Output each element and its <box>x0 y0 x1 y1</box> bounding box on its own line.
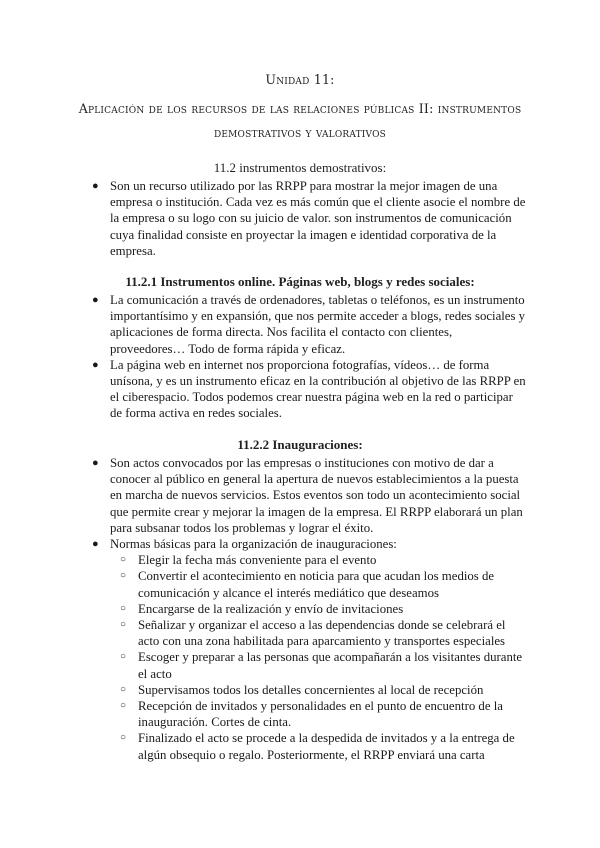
list-item: ● Son actos convocados por las empresas o instituciones con motivo de dar a conocer al público en general la apertura de nuevos establecimientos a la puesta en marcha de nuevos servicios. Estos eventos son todo un acontecimiento social que permite crear y mejorar la imagen de la empresa. El RRPP elaborará un plan para subsanar todos los problemas y lograr el éxito. <box>92 456 523 535</box>
list-item: ● Son un recurso utilizado por las RRPP para mostrar la mejor imagen de una empresa o institución. Cada vez es más común que el cliente asocie el nombre de la empresa o su logo con su juicio de valor. son instrumentos de comunicación cuya finalidad consiste en proyectar la imagen e identidad corporativa de la empresa. <box>92 179 526 258</box>
list-item: ● Normas básicas para la organización de inauguraciones: ○ Elegir la fecha más conveniente para el evento ○ Convertir el acontecimiento en noticia para que acudan los medios de comunicación y alcance el interés mediático que deseamos ○ Encargarse de la realización y envío de invitaciones ○ Señalizar y organizar el acceso a las dependencias donde se celebrará el acto con una zona habilitada para aparcamiento y transportes especiales ○ Escoger y preparar a las personas que acompañarán a los visitantes durante el acto ○ Supervisamos todos los detalles concernientes al local de recepción ○ Recepción de invitados y personalidades en el punto de encuentro de la inauguración. Cortes de cinta. ○ Finalizado el acto se procede a la despedida de invitados y a la entrega de algún obsequio o regalo. Posteriormente, el RRPP enviará una carta <box>110 536 528 763</box>
circle-bullet-icon: ○ <box>120 554 127 566</box>
list-item: ● La página web en internet nos proporciona fotografías, vídeos… de forma unísona, y es un instrumento eficaz en la contribución al objetivo de las RRPP en el ciberespacio. Todos podemos crear nuestra página web en la red o participar de forma activa en redes sociales. <box>92 357 526 421</box>
section-heading-online: 11.2.1 Instrumentos online. Páginas web, blogs y redes sociales: <box>125 274 475 289</box>
circle-bullet-icon: ○ <box>120 683 127 695</box>
section2-list <box>88 292 528 422</box>
list-item: ● La comunicación a través de ordenadores, tabletas o teléfonos, es un instrumento importantísimo y en expansión, que nos permite acceder a blogs, redes sociales y aplicaciones de forma directa. Nos facilita el contacto con clientes, proveedores… Todo de forma rápida y eficaz. <box>92 293 526 356</box>
bullet-icon: ● <box>92 294 99 306</box>
sublist-item: ○ Supervisamos todos los detalles concernientes al local de recepción <box>120 682 484 697</box>
sublist-item: ○ Elegir la fecha más conveniente para el evento <box>120 553 377 568</box>
sublist-item: ○ Finalizado el acto se procede a la despedida de invitados y a la entrega de algún obsequio o regalo. Posteriormente, el RRPP enviará una carta <box>120 731 515 762</box>
circle-bullet-icon: ○ <box>120 732 127 744</box>
circle-bullet-icon: ○ <box>120 619 127 631</box>
sublist-item: ○ Convertir el acontecimiento en noticia para que acudan los medios de comunicación y alcance el interés mediático que deseamos <box>120 569 495 600</box>
bullet-icon: ● <box>92 180 99 192</box>
bullet-icon: ● <box>92 538 99 551</box>
circle-bullet-icon: ○ <box>120 570 127 582</box>
sublist-item: ○ Encargarse de la realización y envío de invitaciones <box>120 601 404 616</box>
circle-bullet-icon: ○ <box>120 651 127 663</box>
section3-list <box>88 455 528 763</box>
unit-title: Unidad 11: <box>265 72 335 87</box>
sublist-item: ○ Escoger y preparar a las personas que acompañarán a los visitantes durante el acto <box>120 650 523 681</box>
circle-bullet-icon: ○ <box>120 602 127 614</box>
section-heading-demostrativos: 11.2 instrumentos demostrativos: <box>213 160 387 175</box>
sublist-item: ○ Recepción de invitados y personalidades en el punto de encuentro de la inauguración. Cortes de cinta. <box>120 699 503 730</box>
circle-bullet-icon: ○ <box>120 700 127 712</box>
bullet-icon: ● <box>92 358 99 371</box>
sublist-item: ○ Señalizar y organizar el acceso a las dependencias donde se celebrará el acto con una zona habilitada para aparcamiento y transportes especiales <box>120 618 506 649</box>
unit-subtitle: Aplicación de los recursos de las relaciones públicas II: instrumentos demostrativos y valorativos <box>78 101 522 140</box>
norms-sublist <box>110 552 528 763</box>
section-heading-inauguraciones: 11.2.2 Inauguraciones: <box>237 437 363 452</box>
bullet-icon: ● <box>92 457 99 469</box>
section1-list <box>88 178 528 259</box>
